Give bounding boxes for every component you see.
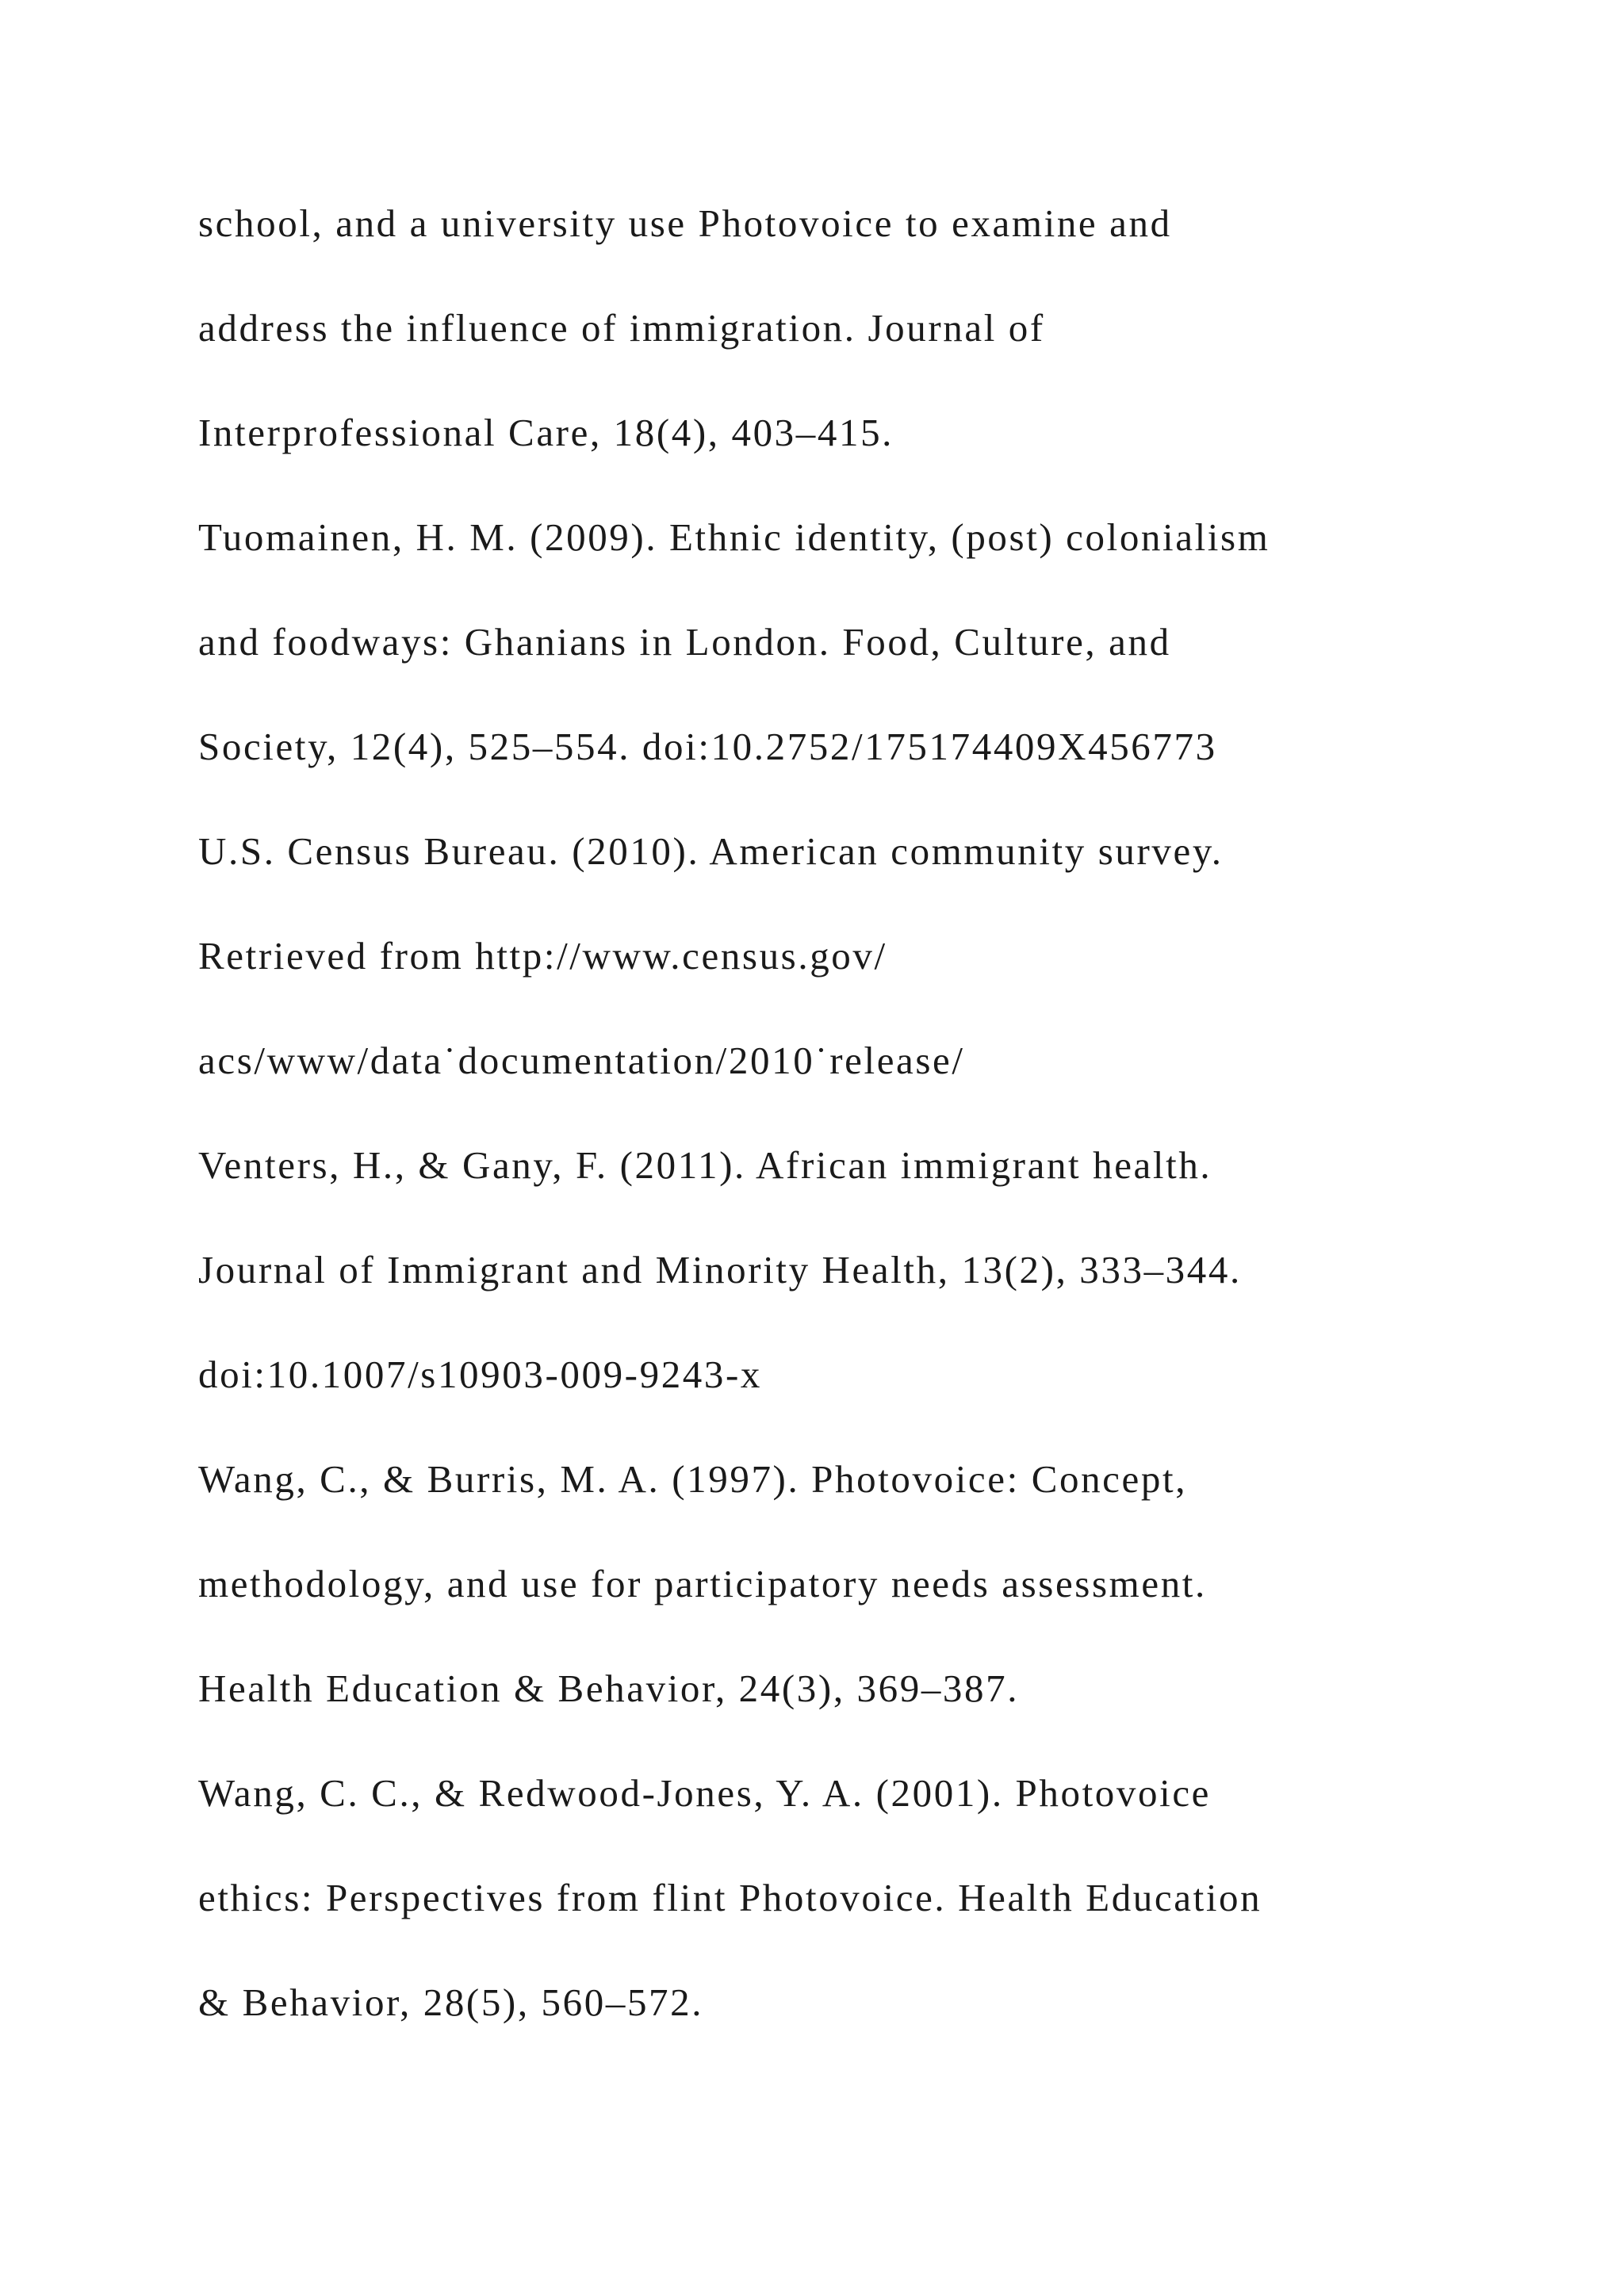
reference-line: U.S. Census Bureau. (2010). American community survey. [198, 829, 1224, 873]
reference-entry [198, 1446, 1594, 1760]
reference-line: Interprofessional Care, 18(4), 403–415. [198, 411, 894, 454]
reference-entry [198, 818, 1594, 1132]
reference-entry [198, 1132, 1594, 1446]
reference-entry [198, 504, 1594, 818]
reference-line: & Behavior, 28(5), 560–572. [198, 1980, 704, 2024]
reference-entry [198, 190, 1594, 504]
reference-line: doi:10.1007/s10903-009-9243-x [198, 1353, 763, 1396]
reference-line: Venters, H., & Gany, F. (2011). African immigrant health. [198, 1143, 1212, 1187]
reference-line: Retrieved from http://www.census.gov/ [198, 934, 887, 978]
reference-line: Journal of Immigrant and Minority Health, 13(2), 333–344. [198, 1248, 1242, 1292]
reference-line: address the influence of immigration. Journal of [198, 306, 1045, 350]
reference-line: acs/www/data˙documentation/2010˙release/ [198, 1039, 965, 1082]
reference-line: Wang, C., & Burris, M. A. (1997). Photovoice: Concept, [198, 1457, 1188, 1501]
reference-line: school, and a university use Photovoice to examine and [198, 201, 1172, 245]
reference-line: and foodways: Ghanians in London. Food, Culture, and [198, 620, 1171, 664]
reference-list [198, 190, 1594, 2074]
reference-line: methodology, and use for participatory needs assessment. [198, 1562, 1207, 1605]
reference-line: Society, 12(4), 525–554. doi:10.2752/175174409X456773 [198, 725, 1217, 768]
reference-line: Wang, C. C., & Redwood-Jones, Y. A. (2001). Photovoice [198, 1771, 1212, 1815]
reference-line: Tuomainen, H. M. (2009). Ethnic identity, (post) colonialism [198, 515, 1270, 559]
reference-line: ethics: Perspectives from flint Photovoice. Health Education [198, 1876, 1262, 1919]
reference-line: Health Education & Behavior, 24(3), 369–387. [198, 1667, 1020, 1710]
reference-entry [198, 1760, 1594, 2074]
